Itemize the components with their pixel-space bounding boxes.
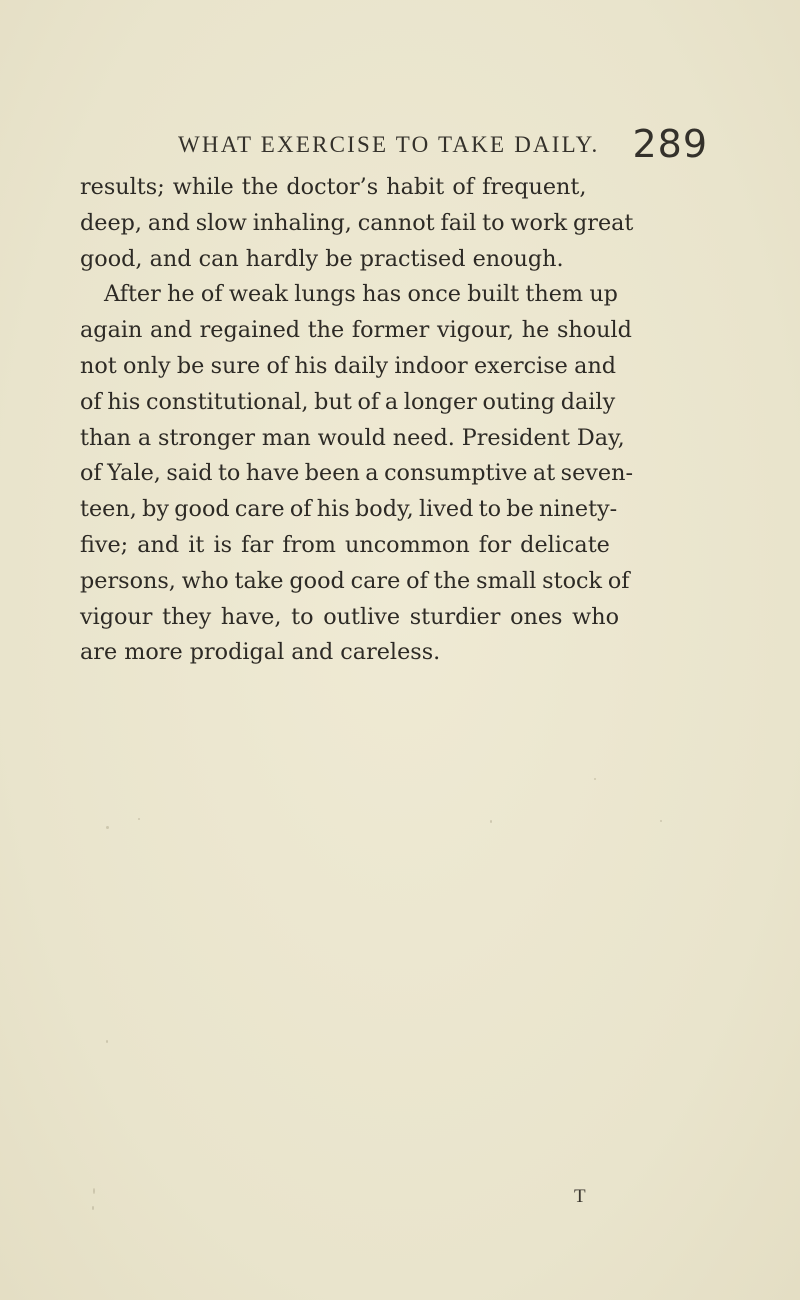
running-head <box>178 118 708 170</box>
paper-speck <box>106 826 109 829</box>
text-line: not only be sure of his daily indoor exercise and <box>80 352 617 379</box>
paper-speck <box>138 818 140 820</box>
text-line: After he of weak lungs has once built them up <box>104 281 618 308</box>
text-line: are more prodigal and careless. <box>80 639 441 666</box>
text-line: results; while the doctor’s habit of frequent, <box>80 174 587 200</box>
paper-speck <box>92 1206 94 1210</box>
paper-speck <box>660 820 662 822</box>
paper-speck <box>594 778 596 780</box>
text-line: good, and can hardly be practised enough. <box>80 245 564 272</box>
text-line: again and regained the former vigour, he should <box>80 317 632 344</box>
text-line: teen, by good care of his body, lived to be ninety- <box>80 496 618 523</box>
text-line: five; and it is far from uncommon for delicate <box>80 531 610 558</box>
paper-speck <box>490 820 492 823</box>
page-number: 289 <box>632 122 708 166</box>
running-title: WHAT EXERCISE TO TAKE DAILY. <box>178 132 600 157</box>
text-line: deep, and slow inhaling, cannot fail to work great <box>80 209 634 236</box>
paper-speck <box>93 1188 95 1194</box>
text-line: of Yale, said to have been a consumptive at seven- <box>80 460 633 487</box>
body-text <box>80 170 710 671</box>
text-line: of his constitutional, but of a longer outing daily <box>80 388 616 415</box>
text-line: vigour they have, to outlive sturdier ones who <box>80 603 620 630</box>
signature-mark: T <box>574 1186 586 1207</box>
text-line: than a stronger man would need. President Day, <box>80 424 625 451</box>
paper-speck <box>106 1040 108 1043</box>
text-line: persons, who take good care of the small stock of <box>80 567 630 594</box>
